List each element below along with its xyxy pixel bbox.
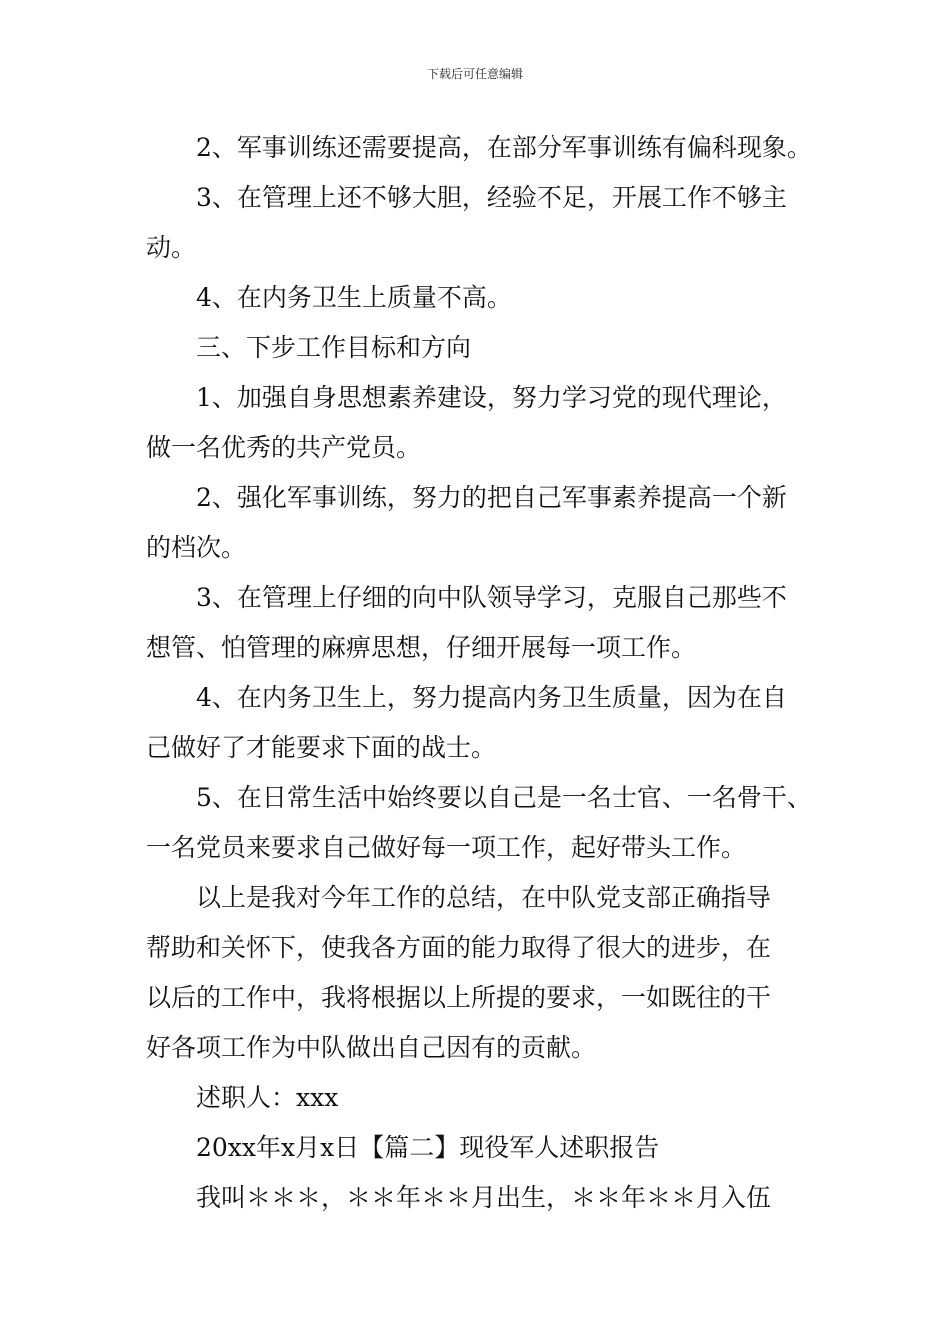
text-line: 1、加强自身思想素养建设，努力学习党的现代理论， <box>196 383 787 412</box>
signature-line: 述职人：xxx <box>196 1083 339 1112</box>
text-line: 3、在管理上仔细的向中队领导学习，克服自己那些不 <box>196 583 787 612</box>
text-line: 好各项工作为中队做出自己因有的贡献。 <box>146 1033 597 1062</box>
text-line: 2、军事训练还需要提高，在部分军事训练有偏科现象。 <box>196 133 812 162</box>
text-line: 5、在日常生活中始终要以自己是一名士官、一名骨干、 <box>196 783 812 812</box>
section-heading: 三、下步工作目标和方向 <box>196 333 472 362</box>
text-line: 想管、怕管理的麻痹思想，仔细开展每一项工作。 <box>146 633 697 662</box>
text-line: 我叫＊＊＊，＊＊年＊＊月出生，＊＊年＊＊月入伍 <box>196 1183 772 1212</box>
section-title: 20xx年x月x日【篇二】现役军人述职报告 <box>196 1133 660 1162</box>
text-line: 2、强化军事训练，努力的把自己军事素养提高一个新 <box>196 483 787 512</box>
text-line: 以上是我对今年工作的总结，在中队党支部正确指导 <box>196 883 772 912</box>
text-line: 做一名优秀的共产党员。 <box>146 433 422 462</box>
text-line: 3、在管理上还不够大胆，经验不足，开展工作不够主 <box>196 183 787 212</box>
text-line: 一名党员来要求自己做好每一项工作，起好带头工作。 <box>146 833 747 862</box>
text-line: 动。 <box>146 233 197 262</box>
text-line: 4、在内务卫生上质量不高。 <box>196 283 512 312</box>
text-line: 的档次。 <box>146 533 247 562</box>
text-line: 4、在内务卫生上，努力提高内务卫生质量，因为在自 <box>196 683 787 712</box>
text-line: 己做好了才能要求下面的战士。 <box>146 733 497 762</box>
page-header: 下载后可任意编辑 <box>426 67 523 81</box>
text-line: 以后的工作中，我将根据以上所提的要求，一如既往的干 <box>146 983 772 1012</box>
text-line: 帮助和关怀下，使我各方面的能力取得了很大的进步，在 <box>146 933 772 962</box>
